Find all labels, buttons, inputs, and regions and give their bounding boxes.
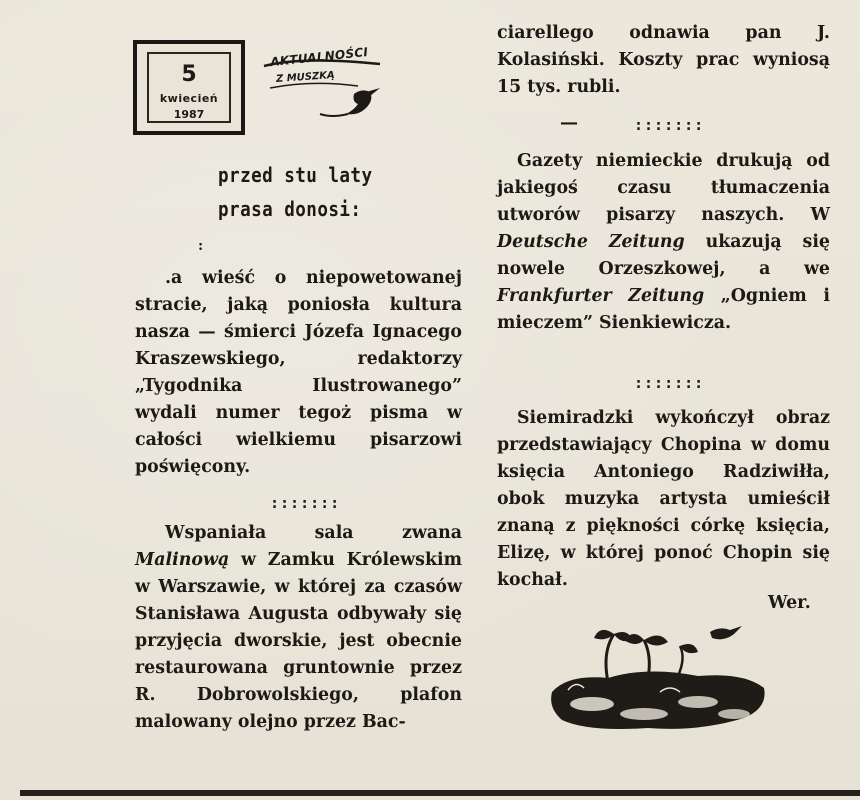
logo-title: AKTUALNOŚCI [269, 44, 369, 70]
date-month: kwiecień [159, 92, 219, 105]
date-stamp [133, 40, 245, 135]
paragraph-german-text-b: ukazują się nowele Orzeszkowej, a we [497, 232, 830, 279]
author-signature: Wer. [768, 593, 811, 613]
kicker-colon-mark: : [198, 238, 204, 254]
date-day: 5 [181, 62, 197, 87]
date-stamp-inner-frame [147, 52, 231, 123]
paragraph-malinowa-text-a: Wspaniała sala zwana [165, 523, 462, 543]
paragraph-german-newspapers [497, 148, 830, 337]
section-kicker [218, 158, 373, 226]
kicker-line-1: przed stu laty [218, 163, 373, 187]
kicker-line-2: prasa donosi: [218, 197, 362, 221]
paragraph-malinowa-text-b: w Zamku Królewskim w Warszawie, w której za czasów Stanisława Augusta odbywały się przyjęcia dworskie, jest obecnie restaurowana gruntownie przez R. Dobrowolskiego, plafon malowany olejno przez Bac- [135, 550, 462, 732]
paragraph-malinowa-italic: Malinową [135, 550, 230, 570]
separator-left: ::::::: [270, 494, 341, 512]
date-year: 1987 [173, 108, 205, 121]
paragraph-malinowa-hall [135, 520, 462, 736]
paragraph-siemiradzki: Siemiradzki wykończył obraz przedstawiający Chopina w domu księcia Antoniego Radziwiłła, obok muzyka artysta umieścił znaną z piękności córkę księcia, Elizę, w której ponoć Chopin się kochał. [497, 408, 830, 590]
separator-right-2: ::::::: [634, 374, 705, 392]
bottom-rule [20, 790, 860, 796]
paragraph-restoration-cost: ciarellego odnawia pan J. Kolasiński. Koszty prac wyniosą 15 tys. rubli. [497, 23, 830, 97]
paragraph-kraszewski: .a wieść o niepowetowanej stracie, jaką poniosła kultura nasza — śmierci Józefa Ignacego Kraszewskiego, redaktorzy „Tygodnika Ilustrowanego” wydali numer tegoż pisma w całości wielkiemu pisarzowi poświęcony. [135, 268, 462, 477]
paragraph-german-text-c: „Ogniem i mieczem” Sienkiewicza. [497, 286, 830, 333]
column-logo [262, 44, 387, 122]
water-lily-pond-illustration [548, 622, 770, 734]
logo-subtitle: Z MUSZKĄ [275, 69, 336, 86]
separator-dash: — [560, 112, 578, 133]
separator-right-1: ::::::: [634, 116, 705, 134]
paragraph-german-italic-2: Frankfurter Zeitung [497, 286, 705, 306]
paragraph-german-italic-1: Deutsche Zeitung [497, 232, 685, 252]
paragraph-german-text-a: Gazety niemieckie drukują od jakiegoś czasu tłumaczenia utworów pisarzy naszych. W [497, 151, 830, 225]
